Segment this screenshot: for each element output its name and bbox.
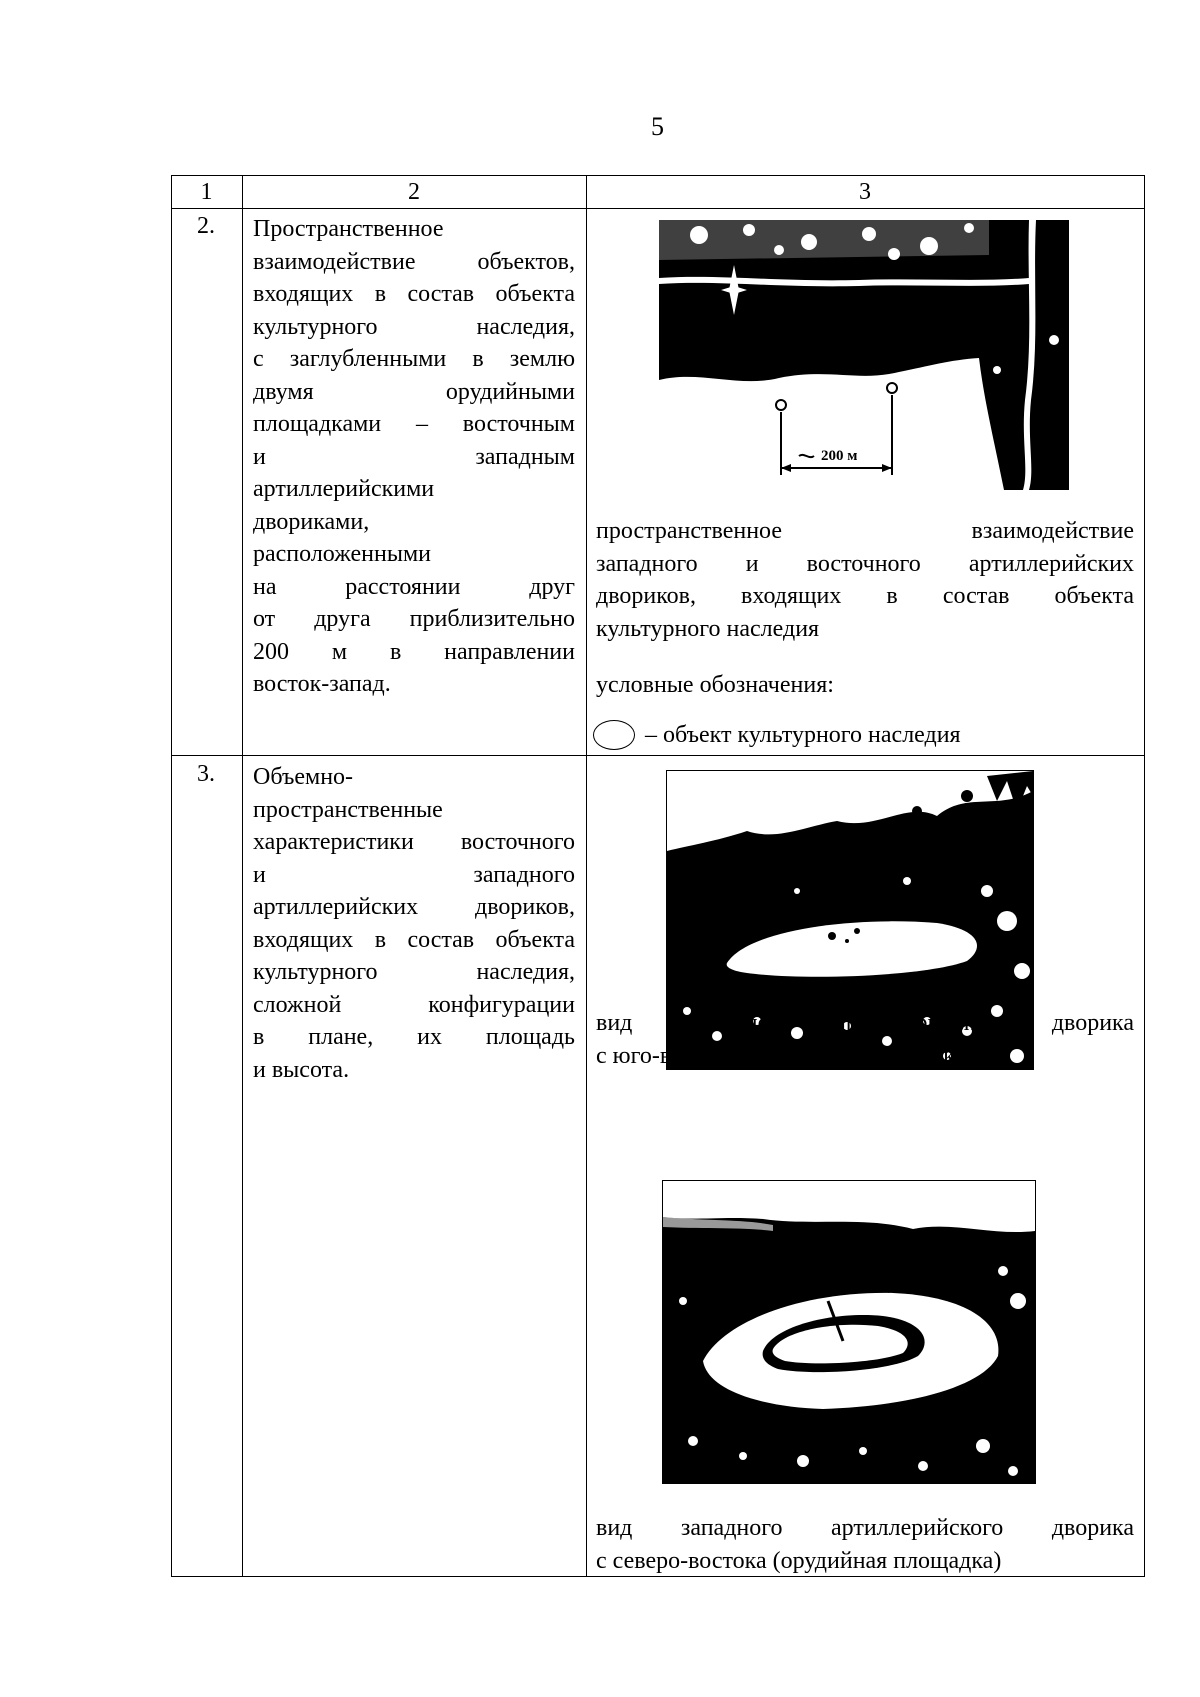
row-number: 3. [197, 761, 215, 787]
description-line: площадками – восточным [253, 411, 575, 437]
description-line: и высота. [253, 1056, 350, 1083]
description-line: расположенными [253, 541, 431, 567]
map-image [659, 220, 1069, 490]
row-description [253, 761, 575, 1086]
map-figure [659, 220, 1069, 490]
caption-line: западного и восточного артиллерийских [596, 550, 1134, 577]
caption-line: вид восточного артиллерийского дворика [596, 1010, 1134, 1036]
legend-oval-icon [593, 720, 635, 750]
description-line: пространственные [253, 796, 443, 823]
description-line: и западного [253, 861, 575, 888]
description-line: двориками, [253, 508, 370, 535]
west-photo-caption [596, 1512, 1134, 1577]
table-border-left [171, 175, 172, 1577]
header-col-3: 3 [859, 179, 871, 205]
description-line: артиллерийскими [253, 476, 435, 502]
description-line: входящих в состав объекта [253, 926, 575, 953]
description-line: культурного наследия, [253, 313, 575, 340]
row-number: 2. [197, 213, 215, 239]
description-line: сложной конфигурации [253, 991, 575, 1018]
description-line: культурного наследия, [253, 959, 575, 985]
caption-line: пространственное взаимодействие [596, 518, 1134, 544]
description-line: 200 м в направлении [253, 638, 575, 665]
description-line: входящих в состав объекта [253, 281, 575, 307]
caption-line: культурного наследия [596, 615, 820, 642]
col-divider-1 [242, 175, 243, 1577]
caption-line: с северо-востока (орудийная площадка) [596, 1547, 1002, 1574]
caption-line: вид западного артиллерийского дворика [596, 1515, 1134, 1541]
description-line: в плане, их площадь [253, 1024, 575, 1050]
description-line: характеристики восточного [253, 829, 575, 855]
legend-item-label: – объект культурного наследия [645, 721, 961, 748]
legend-item [593, 720, 961, 750]
description-line: на расстоянии друг [253, 573, 575, 600]
east-photo-caption [596, 1007, 1134, 1072]
map-caption [596, 515, 1134, 645]
header-col-1: 1 [200, 179, 213, 205]
header-divider [171, 208, 1145, 209]
header-col-2: 2 [408, 179, 420, 205]
west-battery-photo [662, 1180, 1036, 1484]
description-line: Объемно- [253, 764, 354, 790]
caption-line: с юго-востока (орудийная площадка) [596, 1042, 974, 1069]
description-line: артиллерийских двориков, [253, 894, 575, 920]
table-border-right [1144, 175, 1145, 1577]
west-battery-photo-image [663, 1181, 1035, 1483]
description-line: Пространственное [253, 216, 444, 242]
description-line: и западным [253, 443, 575, 470]
description-line: с заглубленными в землю [253, 346, 575, 372]
row-description [253, 213, 575, 701]
description-line: от друга приблизительно [253, 606, 575, 632]
legend-title: условные обозначения: [596, 672, 834, 698]
page-number: 5 [651, 112, 664, 141]
description-line: взаимодействие объектов, [253, 248, 575, 275]
description-line: восток-запад. [253, 671, 391, 697]
map-scale-label: 200 м [821, 448, 858, 464]
table-border-top [171, 175, 1145, 176]
document-table [171, 175, 1145, 1577]
caption-line: двориков, входящих в состав объекта [596, 583, 1134, 609]
description-line: двумя орудийными [253, 378, 575, 405]
row-divider [171, 755, 1145, 756]
col-divider-2 [586, 175, 587, 1577]
